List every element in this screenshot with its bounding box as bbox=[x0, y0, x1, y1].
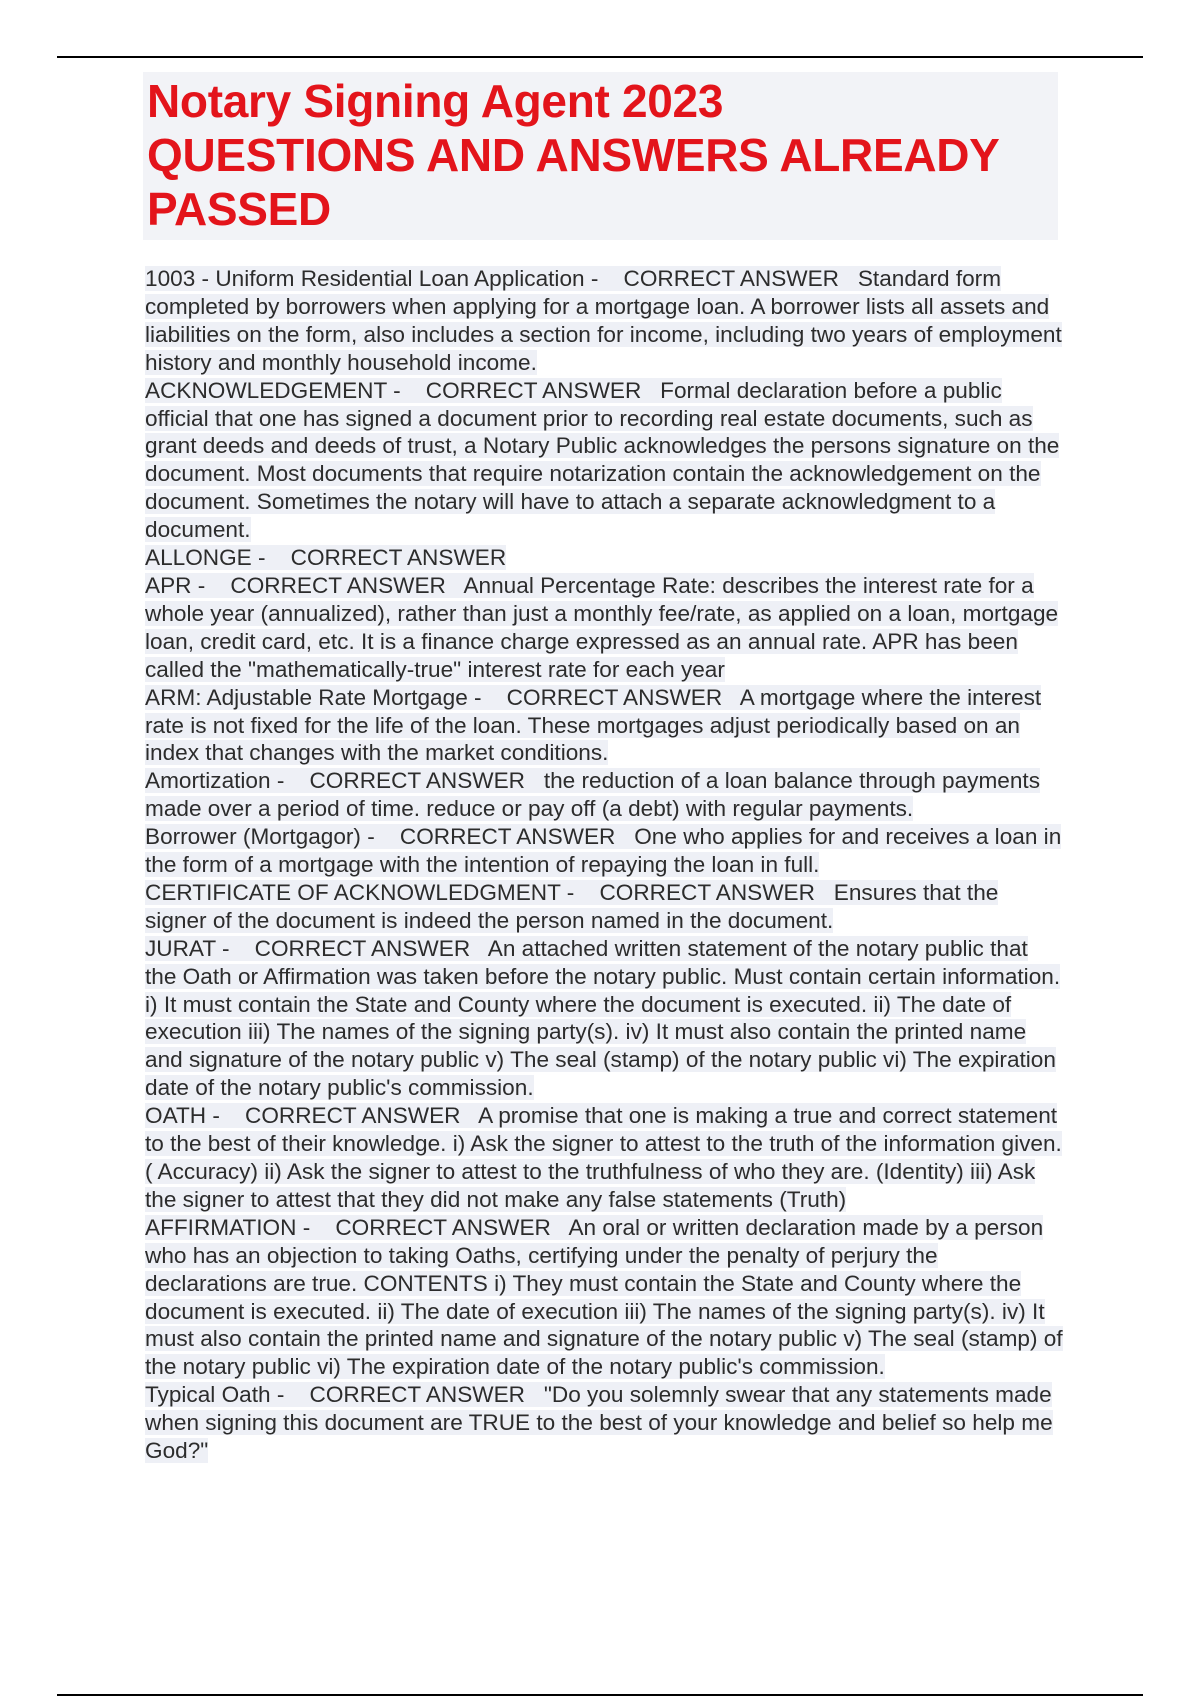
entry-definition: A promise that one is making a true and correct statement to the best of their knowledge. i) Ask the signer to attest to the truth of the information given.( Accuracy) ii) Ask the signer to attest to the truthfulness of who they are. (Identity) iii) Ask the signer to attest that they did not make any false statements (Truth) bbox=[145, 1103, 1062, 1212]
correct-answer-label: CORRECT ANSWER bbox=[335, 1214, 551, 1240]
entry-definition: Ensures that the signer of the document is indeed the person named in the document. bbox=[145, 879, 999, 933]
document-title bbox=[143, 72, 1058, 240]
qa-entry bbox=[145, 767, 1065, 823]
correct-answer-label: CORRECT ANSWER bbox=[309, 1382, 526, 1408]
bottom-rule bbox=[57, 1694, 1143, 1696]
entry-term: ALLONGE - bbox=[145, 545, 266, 571]
qa-entry bbox=[145, 265, 1065, 377]
title-line: Notary Signing Agent 2023 bbox=[147, 75, 724, 127]
correct-answer-label: CORRECT ANSWER bbox=[506, 684, 723, 710]
entry-term: CERTIFICATE OF ACKNOWLEDGMENT - bbox=[145, 879, 575, 905]
qa-entry bbox=[145, 823, 1065, 879]
entry-term: JURAT - bbox=[145, 935, 230, 961]
entry-definition: Standard form completed by borrowers when applying for a mortgage loan. A borrower lists all assets and liabilities on the form, also includes a section for income, including two years of employment history and monthly household income. bbox=[145, 266, 1062, 375]
entry-definition: One who applies for and receives a loan in the form of a mortgage with the intention of repaying the loan in full. bbox=[145, 824, 1062, 878]
entry-term: OATH - bbox=[145, 1103, 220, 1129]
qa-entry bbox=[145, 1214, 1065, 1381]
correct-answer-label: CORRECT ANSWER bbox=[309, 768, 525, 794]
entry-definition: "Do you solemnly swear that any statements made when signing this document are TRUE to the best of your knowledge and belief so help me God?" bbox=[145, 1382, 1053, 1464]
entry-term: Borrower (Mortgagor) - bbox=[145, 824, 375, 850]
correct-answer-label: CORRECT ANSWER bbox=[599, 879, 815, 905]
entry-term: 1003 - Uniform Residential Loan Application - bbox=[145, 266, 599, 291]
entry-term: Typical Oath - bbox=[145, 1382, 285, 1408]
entry-definition: An oral or written declaration made by a person who has an objection to taking Oaths, certifying under the penalty of perjury the declarations are true. CONTENTS i) They must contain the State and County where the document is executed. ii) The date of execution iii) The names of the signing party(s). iv) It must also contain the printed name and signature of the notary public v) The seal (stamp) of the notary public vi) The expiration date of the notary public's commission. bbox=[145, 1214, 1063, 1380]
entry-term: ARM: Adjustable Rate Mortgage - bbox=[145, 684, 482, 710]
top-rule bbox=[57, 56, 1143, 58]
correct-answer-label: CORRECT ANSWER bbox=[290, 545, 507, 571]
qa-entry bbox=[145, 377, 1065, 544]
correct-answer-label: CORRECT ANSWER bbox=[254, 935, 471, 961]
qa-entry bbox=[145, 879, 1065, 935]
entry-term: AFFIRMATION - bbox=[145, 1214, 311, 1240]
correct-answer-label: CORRECT ANSWER bbox=[399, 824, 616, 850]
qa-entry bbox=[145, 544, 1065, 572]
entry-definition: An attached written statement of the notary public that the Oath or Affirmation was taken before the notary public. Must contain certain information. i) It must contain the State and County where the document is executed. ii) The date of execution iii) The names of the signing party(s). iv) It must also contain the printed name and signature of the notary public v) The seal (stamp) of the notary public vi) The expiration date of the notary public's commission. bbox=[145, 935, 1061, 1101]
qa-list bbox=[145, 265, 1065, 1465]
correct-answer-label: CORRECT ANSWER bbox=[245, 1103, 461, 1129]
entry-term: APR - bbox=[145, 572, 206, 598]
correct-answer-label: CORRECT ANSWER bbox=[230, 572, 446, 598]
entry-definition: A mortgage where the interest rate is not fixed for the life of the loan. These mortgages adjust periodically based on an index that changes with the market conditions. bbox=[145, 684, 1042, 766]
title-line: QUESTIONS AND ANSWERS ALREADY bbox=[147, 129, 1000, 181]
entry-definition: Annual Percentage Rate: describes the interest rate for a whole year (annualized), rather than just a monthly fee/rate, as applied on a loan, mortgage loan, credit card, etc. It is a finance charge expressed as an annual rate. APR has been called the "mathematically-true" interest rate for each year bbox=[145, 572, 1059, 682]
correct-answer-label: CORRECT ANSWER bbox=[623, 266, 840, 291]
qa-entry bbox=[145, 572, 1065, 684]
entry-definition: the reduction of a loan balance through payments made over a period of time. reduce or pay off (a debt) with regular payments. bbox=[145, 768, 1040, 822]
correct-answer-label: CORRECT ANSWER bbox=[425, 377, 642, 403]
entry-term: Amortization - bbox=[145, 768, 285, 794]
qa-entry bbox=[145, 1381, 1065, 1465]
entry-definition: Formal declaration before a public official that one has signed a document prior to recording real estate documents, such as grant deeds and deeds of trust, a Notary Public acknowledges the persons signature on the document. Most documents that require notarization contain the acknowledgement on the document. Sometimes the notary will have to attach a separate acknowledgment to a document. bbox=[145, 377, 1060, 543]
entry-term: ACKNOWLEDGEMENT - bbox=[145, 377, 401, 403]
qa-entry bbox=[145, 684, 1065, 768]
title-line: PASSED bbox=[147, 183, 331, 235]
qa-entry bbox=[145, 1102, 1065, 1214]
qa-entry bbox=[145, 935, 1065, 1102]
